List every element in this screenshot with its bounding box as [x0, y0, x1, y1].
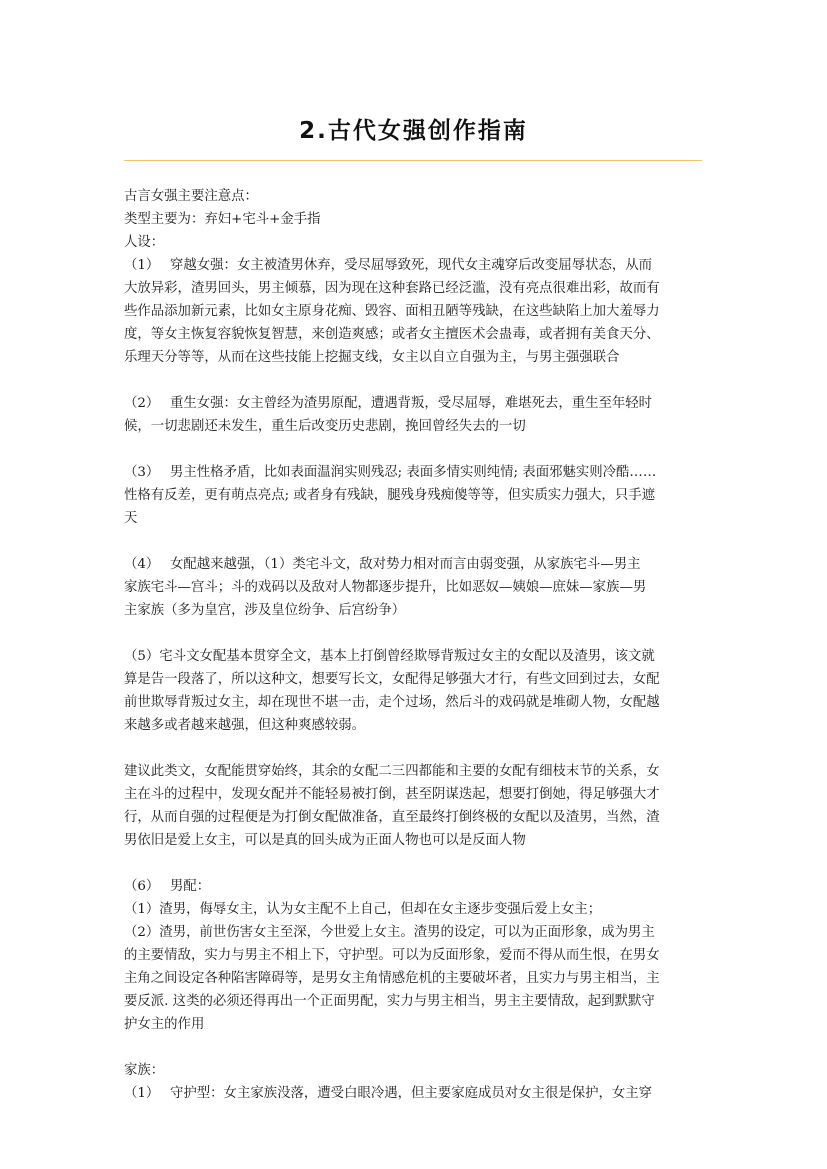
section-heading: 家族：: [124, 1063, 165, 1078]
text-line: 算是告一段落了，所以这种文，想要写长文，女配得足够强大才行，有些文回到过去，女配: [124, 672, 660, 687]
text-line: 些作品添加新元素，比如女主原身花痴、毁容、面相丑陋等残缺，在这些缺陷上加大羞辱力: [124, 304, 660, 319]
text-line: 男主性格矛盾，比如表面温润实则残忍; 表面多情实则纯情; 表面邪魅实则冷酷……: [170, 465, 657, 480]
text-line: 性格有反差，更有萌点亮点; 或者身有残缺，腿残身残痴傻等等，但实质实力强大，只手遮: [124, 488, 655, 503]
text-line: 天: [124, 511, 138, 526]
text-line: 主家族（多为皇宫，涉及皇位纷争、后宫纷争）: [124, 603, 406, 618]
text-line: 主在斗的过程中，发现女配并不能轻易被打倒，甚至阴谋迭起，想要打倒她，得足够强大才: [124, 787, 660, 802]
text-line: 守护型：女主家族没落，遭受白眼冷遇，但主要家庭成员对女主很是保护，女主穿: [170, 1086, 653, 1101]
text-line: 前世欺辱背叛过女主，却在现世不堪一击，走个过场，然后斗的戏码就是堆砌人物，女配越: [124, 695, 660, 710]
text-line: 候，一切悲剧还未发生，重生后改变历史悲剧，挽回曾经失去的一切: [124, 419, 526, 434]
section-heading: 男配：: [170, 879, 211, 894]
item-number: （4）: [124, 557, 160, 572]
paragraph-3: [124, 461, 704, 530]
paragraph-6: [124, 760, 704, 852]
item-number: （3）: [124, 465, 160, 480]
page-title: 2.古代女强创作指南: [299, 118, 528, 144]
text-line: 大放异彩，渣男回头，男主倾慕，因为现在这种套路已经泛滥，没有亮点很难出彩，故而有: [124, 281, 660, 296]
text-line: 要反派. 这类的必须还得再出一个正面男配，实力与男主相当，男主主要情敌，起到默默守: [124, 994, 655, 1009]
paragraph-4: [124, 553, 704, 622]
item-number: （1）: [124, 1086, 160, 1101]
text-line: （2）渣男，前世伤害女主至深，今世爱上女主。渣男的设定，可以为正面形象，成为男主: [124, 925, 655, 940]
text-line: 重生女强：女主曾经为渣男原配，遭遇背叛，受尽屈辱，难堪死去，重生至年轻时: [170, 396, 653, 411]
item-number: （2）: [124, 396, 160, 411]
text-line: 主角之间设定各种陷害障碍等，是男女主角情感危机的主要破坏者，且实力与男主相当，主: [124, 971, 660, 986]
item-number: （1）: [124, 258, 160, 273]
item-number: （6）: [124, 879, 160, 894]
paragraph-7: [124, 875, 704, 1036]
paragraph-8: [124, 1059, 704, 1105]
text-line: 的主要情敌，实力与男主不相上下，守护型。可以为反面形象，爱而不得从而生恨，在男女: [124, 948, 660, 963]
intro-line: 古言女强主要注意点：: [124, 189, 258, 204]
intro-line: 人设：: [124, 235, 165, 250]
paragraph-2: [124, 392, 704, 438]
document-body: [124, 185, 704, 1105]
text-line: 行，从而自强的过程便是为打倒女配做准备，直至最终打倒终极的女配以及渣男，当然，渣: [124, 810, 660, 825]
intro-line: 类型主要为：弃妇+宅斗+金手指: [124, 212, 321, 227]
paragraph-1: [124, 254, 704, 369]
title-divider: [124, 160, 702, 161]
text-line: 家族宅斗—宫斗；斗的戏码以及敌对人物都逐步提升，比如恶奴—姨娘—庶妹—家族—男: [124, 580, 647, 595]
text-line: 女配越来越强，（1）类宅斗文，敌对势力相对而言由弱变强，从家族宅斗—男主: [170, 557, 641, 572]
paragraph-5: [124, 645, 704, 737]
text-line: （5）宅斗文女配基本贯穿全文，基本上打倒曾经欺辱背叛过女主的女配以及渣男，该文就: [124, 649, 655, 664]
text-line: 男依旧是爱上女主，可以是真的回头成为正面人物也可以是反面人物: [124, 833, 526, 848]
text-line: 护女主的作用: [124, 1017, 205, 1032]
text-line: 穿越女强：女主被渣男休弃，受尽屈辱致死，现代女主魂穿后改变屈辱状态，从而: [170, 258, 653, 273]
text-line: 建议此类文，女配能贯穿始终，其余的女配二三四都能和主要的女配有细枝末节的关系，女: [124, 764, 660, 779]
text-line: （1）渣男，侮辱女主，认为女主配不上自己，但却在女主逐步变强后爱上女主；: [124, 902, 602, 917]
text-line: 乐理天分等等，从而在这些技能上挖掘支线，女主以自立自强为主，与男主强强联合: [124, 350, 620, 365]
text-line: 来越多或者越来越强，但这种爽感较弱。: [124, 718, 366, 733]
text-line: 度，等女主恢复容貌恢复智慧，来创造爽感；或者女主擅医术会蛊毒，或者拥有美食天分、: [124, 327, 660, 342]
